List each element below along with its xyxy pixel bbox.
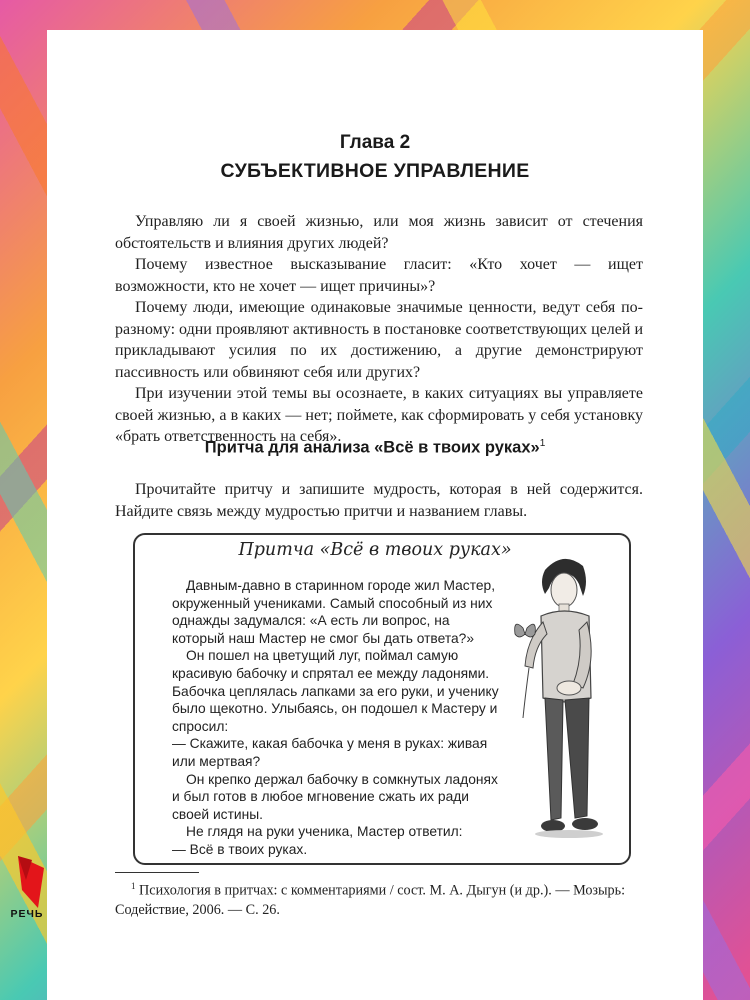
parable-dialogue: — Всё в твоих руках. — [172, 841, 308, 857]
intro-paragraph: Почему люди, имеющие одинаковые значимые ценности, ведут себя по-разному: одни проявляют активность в постановке соответствующих целей и прикладывают усилия по их достижению, а другие демонстрируют пассивность или обвиняют себя или других? — [115, 299, 643, 381]
student-with-butterfly-illustration — [507, 548, 617, 848]
intro-paragraph: Управляю ли я своей жизнью, или моя жизнь зависит от стечения обстоятельств и влияния других людей? — [115, 213, 643, 252]
footnote-mark: 1 — [131, 881, 136, 891]
book-page — [47, 30, 703, 1000]
parable-heading — [47, 438, 703, 458]
footnote-reference: 1 — [539, 438, 546, 449]
footnote — [115, 877, 643, 921]
parable-heading-text: Притча для анализа «Всё в твоих руках» — [204, 438, 540, 457]
chapter-number: Глава 2 — [339, 132, 411, 153]
intro-paragraph: Почему известное высказывание гласит: «Кто хочет — ищет возможности, кто не хочет — ищет причины»? — [115, 256, 643, 295]
parable-paragraph: Он крепко держал бабочку в сомкнутых ладонях и был готов в любое мгновение сжать их ради своей истины. — [172, 771, 498, 822]
footnote-divider — [115, 872, 199, 873]
parable-paragraph: Он пошел на цветущий луг, поймал самую красивую бабочку и спрятал ее между ладонями. Бабочка цеплялась лапками за его руки, и ученику было щекотно. Улыбаясь, он подошел к Мастеру и спросил: — [172, 648, 499, 734]
task-paragraph: Прочитайте притчу и запишите мудрость, которая в ней содержится. Найдите связь между мудростью притчи и названием главы. — [115, 481, 643, 520]
chapter-title: СУБЪЕКТИВНОЕ УПРАВЛЕНИЕ — [220, 160, 530, 182]
parable-text — [172, 577, 506, 859]
parable-paragraph: Не глядя на руки ученика, Мастер ответил: — [186, 824, 463, 840]
publisher-logo-text: РЕЧЬ — [10, 908, 44, 920]
intro-text — [115, 211, 643, 448]
task-text — [115, 479, 643, 522]
parable-dialogue: — Скажите, какая бабочка у меня в руках: живая или мертвая? — [172, 736, 488, 769]
footnote-text: Психология в притчах: с комментариями / сост. М. А. Дыгун (и др.). — Мозырь: Содействие, 2006. — С. 26. — [115, 882, 626, 919]
intro-paragraph: При изучении этой темы вы осознаете, в каких ситуациях вы управляете своей жизнью, а в каких — нет; поймете, как сформировать у себя установку «брать ответственность на себя». — [115, 385, 643, 445]
parable-title: Притча «Всё в твоих руках» — [238, 540, 512, 560]
parable-paragraph: Давным-давно в старинном городе жил Мастер, окруженный учениками. Самый способный из них однажды задумался: «А есть ли вопрос, на который наш Мастер не смог бы дать ответа?» — [172, 578, 496, 646]
